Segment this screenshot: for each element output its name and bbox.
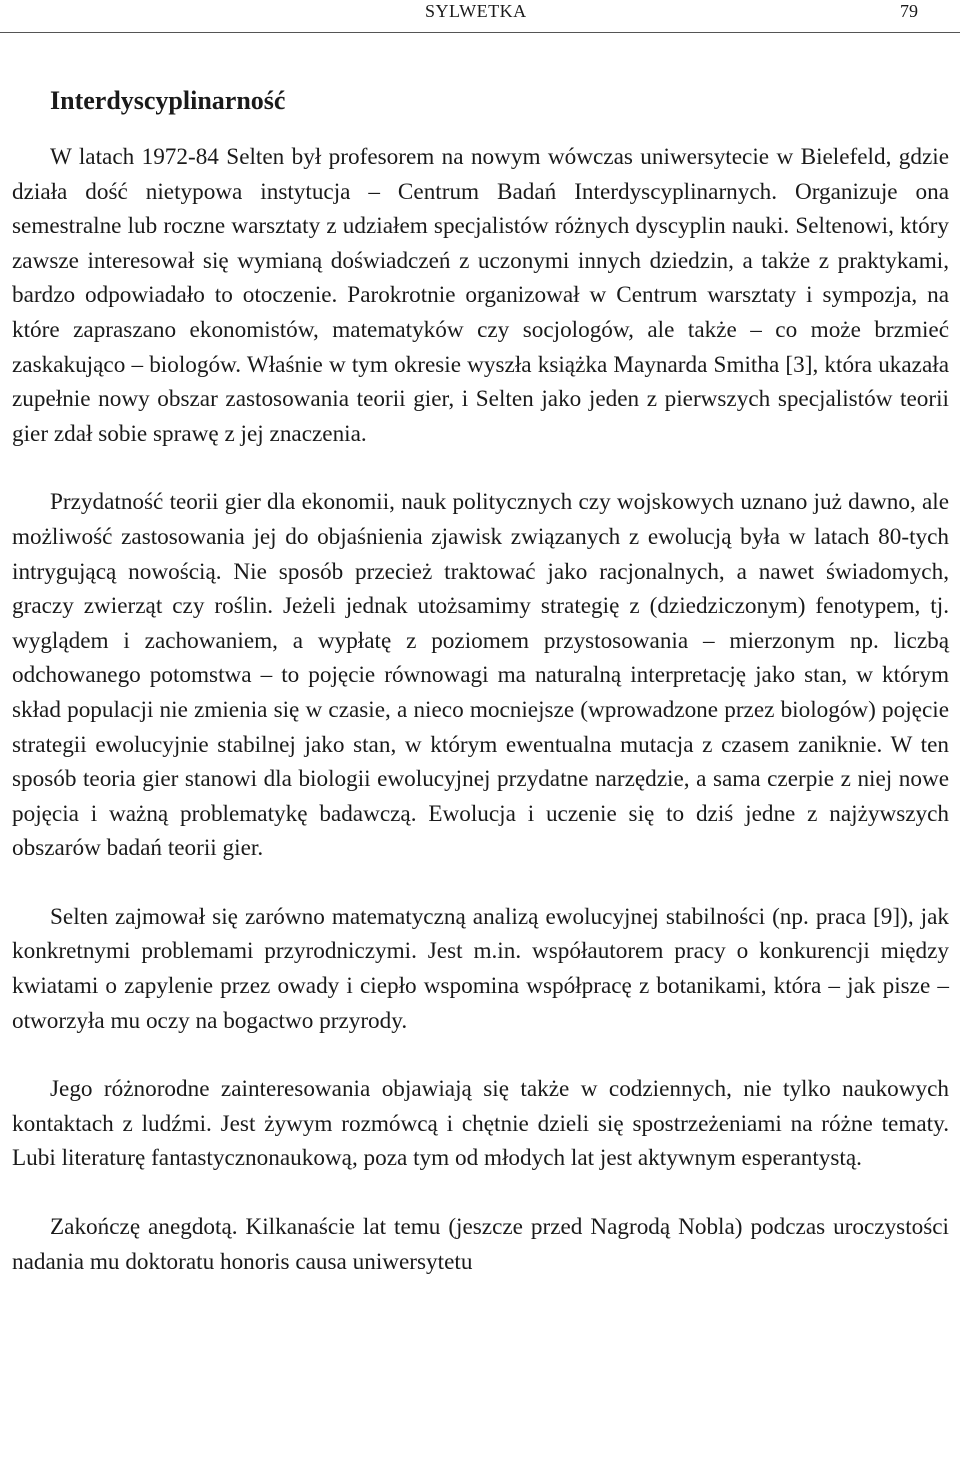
section-heading: Interdyscyplinarność: [50, 86, 286, 115]
paragraph: Zakończę anegdotą. Kilkanaście lat temu (jeszcze przed Nagrodą Nobla) podczas uroczystości nadania mu doktoratu honoris causa uniwersytetu: [12, 1214, 949, 1275]
paragraph: Jego różnorodne zainteresowania objawiają się także w codziennych, nie tylko naukowych kontaktach z ludźmi. Jest żywym rozmówcą i chętnie dzieli się spostrzeżeniami na różne tematy. Lubi literaturę fantastycznonaukową, poza tym od młodych lat jest aktywnym esperantystą.: [12, 1076, 949, 1172]
paragraph: Przydatność teorii gier dla ekonomii, nauk politycznych czy wojskowych uznano już dawno, ale możliwość zastosowania jej do objaśnienia zjawisk związanych z ewolucją była w latach 80-tych intrygującą nowością. Nie sposób przecież traktować jako racjonalnych, a nawet świadomych, graczy zwierząt czy roślin. Jeżeli jednak utożsamimy strategię z (dziedziczonym) fenotypem, tj. wyglądem i zachowaniem, a wypłatę z poziomem przystosowania – mierzonym np. liczbą odchowanego potomstwa – to pojęcie równowagi ma naturalną interpretację jako stan, w którym skład populacji nie zmienia się w czasie, a nieco mocniejsze (wprowadzone przez biologów) pojęcie strategii ewolucyjnie stabilnej jako stan, w którym ewentualna mutacja z czasem zaniknie. W ten sposób teoria gier stanowi dla biologii ewolucyjnej przydatne narzędzie, a sama czerpie z niej nowe pojęcia i ważną problematykę badawczą. Ewolucja i uczenie się to dziś jedne z najżywszych obszarów badań teorii gier.: [12, 489, 949, 862]
body-text: [12, 140, 949, 1279]
paragraph: Selten zajmował się zarówno matematyczną analizą ewolucyjnej stabilności (np. praca [9]), jak konkretnymi problemami przyrodniczymi. Jest m.in. współautorem pracy o konkurencji między kwiatami o zapylenie przez owady i ciepło wspomina współpracę z botanikami, która – jak pisze – otworzyła mu oczy na bogactwo przyrody.: [12, 903, 949, 1034]
page-number: 79: [900, 1, 918, 21]
running-header: [0, 0, 960, 33]
running-title: SYLWETKA: [425, 1, 527, 21]
paragraph: W latach 1972-84 Selten był profesorem na nowym wówczas uniwersytecie w Bielefeld, gdzie działa dość nietypowa instytucja – Centrum Badań Interdyscyplinarnych. Organizuje ona semestralne lub roczne warsztaty z udziałem specjalistów różnych dyscyplin nauki. Seltenowi, który zawsze interesował się wymianą doświadczeń z uczonymi innych dziedzin, a także z praktykami, bardzo odpowiadało to otoczenie. Parokrotnie organizował w Centrum warsztaty i sympozja, na które zapraszano ekonomistów, matematyków czy socjologów, ale także – co może brzmieć zaskakująco – biologów. Właśnie w tym okresie wyszła książka Maynarda Smitha [3], która ukazała zupełnie nowy obszar zastosowania teorii gier, i Selten jako jeden z pierwszych specjalistów teorii gier zdał sobie sprawę z jej znaczenia.: [12, 144, 949, 447]
